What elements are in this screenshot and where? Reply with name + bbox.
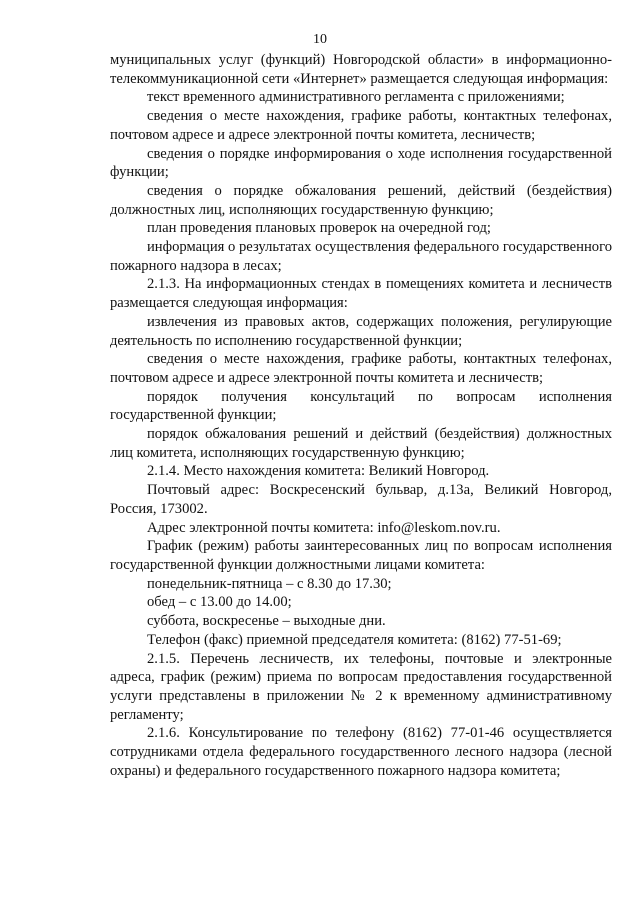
section-paragraph-2-1-4: 2.1.4. Место нахождения комитета: Великий Новгород. <box>147 463 490 480</box>
list-item: извлечения из правовых актов, содержащих положения, регулирующие деятельность по исполнению государственной функции; <box>110 313 612 349</box>
section-paragraph-2-1-6: 2.1.6. Консультирование по телефону (8162) 77-01-46 осуществляется сотрудниками отдела федерального государственного лесного надзора (лесной охраны) и федерального государственного пожарного надзора комитета; <box>110 725 612 779</box>
section-paragraph-2-1-5: 2.1.5. Перечень лесничеств, их телефоны, почтовые и электронные адреса, график (режим) приема по вопросам предоставления государственной услуги представлены в приложении № 2 к временному административному регламенту; <box>110 650 612 723</box>
schedule-lunch: обед – с 13.00 до 14.00; <box>147 594 292 611</box>
schedule-intro: График (режим) работы заинтересованных лиц по вопросам исполнения государственной функции должностными лицами комитета: <box>110 538 612 573</box>
email-address: Адрес электронной почты комитета: info@leskom.nov.ru. <box>147 519 501 536</box>
page-number: 10 <box>313 32 327 47</box>
section-paragraph-2-1-3: 2.1.3. На информационных стендах в помещениях комитета и лесничеств размещается следующая информация: <box>110 276 612 312</box>
paragraph: муниципальных услуг (функций) Новгородской области» в информационно-телекоммуникационной сети «Интернет» размещается следующая информация: <box>110 52 612 87</box>
postal-address: Почтовый адрес: Воскресенский бульвар, д.13а, Великий Новгород, Россия, 173002. <box>110 482 612 517</box>
body-text <box>110 51 612 780</box>
list-item: сведения о месте нахождения, графике работы, контактных телефонах, почтовом адресе и адресе электронной почты комитета, лесничеств; <box>110 108 612 143</box>
list-item: порядок получения консультаций по вопросам исполнения государственной функции; <box>110 388 612 424</box>
reception-phone: Телефон (факс) приемной председателя комитета: (8162) 77-51-69; <box>147 631 562 648</box>
schedule-weekend: суббота, воскресенье – выходные дни. <box>147 613 386 630</box>
list-item: сведения о месте нахождения, графике работы, контактных телефонах, почтовом адресе и адресе электронной почты комитета и лесничеств; <box>110 351 612 386</box>
list-item: план проведения плановых проверок на очередной год; <box>147 220 491 237</box>
list-item: информация о результатах осуществления федерального государственного пожарного надзора в лесах; <box>110 239 612 274</box>
list-item: порядок обжалования решений и действий (бездействия) должностных лиц комитета, исполняющих государственную функцию; <box>110 426 612 461</box>
list-item: сведения о порядке информирования о ходе исполнения государственной функции; <box>110 145 612 181</box>
list-item: сведения о порядке обжалования решений, действий (бездействия) должностных лиц, исполняющих государственную функцию; <box>110 182 612 218</box>
list-item: текст временного административного регламента с приложениями; <box>147 89 565 106</box>
schedule-weekdays: понедельник-пятница – с 8.30 до 17.30; <box>147 575 392 592</box>
